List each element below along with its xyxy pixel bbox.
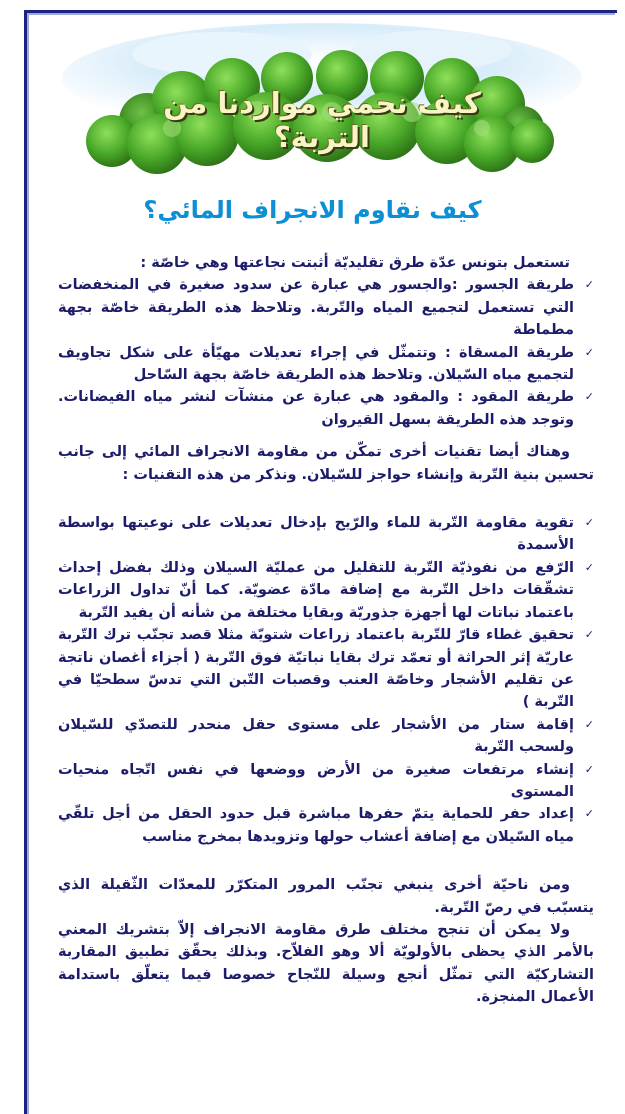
list-item: ✓ طريقة المقود : والمقود هي عبارة عن منشآت لنشر مياه الفيضانات. وتوجد هذه الطريقة بسهل القيروان <box>58 386 594 431</box>
closing-paragraph-1: ومن ناحيّة أخرى ينبغي تجنّب المرور المتكرّر للمعدّات الثّقيلة الذي يتسبّب في رصّ التّربة. <box>58 877 594 916</box>
banner-title <box>32 86 612 154</box>
checkmark-icon: ✓ <box>584 516 594 530</box>
checkmark-icon: ✓ <box>584 762 594 776</box>
list-item: ✓ الرّفع من نفوذيّة التّربة للتقليل من عمليّة السيلان وذلك بفضل إحداث تشقّقات داخل التّربة مع إضافة مادّة عضويّة. كما أنّ تداول الزراعات باعتماد نباتات لها أجهزة جذوريّة وبقايا مختلفة من شأنه أن يفيد التّربة <box>58 557 594 624</box>
banner-title-line1: كيف نحمي مواردنا من <box>163 86 481 120</box>
checkmark-icon: ✓ <box>584 278 594 292</box>
list-item: ✓ إعداد حفر للحماية يتمّ حفرها مباشرة قبل حدود الحقل من أجل تلقّي مياه السّيلان مع إضافة أعشاب حولها وتزويدها بمخرج مناسب <box>58 803 594 848</box>
list-item: ✓ طريقة المسقاة : وتتمثّل في إجراء تعديلات مهيّأة على شكل تجاويف لتجميع مياه السّيلان. وتلاحظ هذه الطريقة خاصّة بجهة السّاحل <box>58 342 594 387</box>
checkmark-icon: ✓ <box>584 717 594 731</box>
list-item: ✓ تحقيق غطاء قارّ للتّربة باعتماد زراعات شتويّة مثلا قصد تجنّب ترك التّربة عاريّة إثر الحراثة أو تعمّد ترك بقايا نباتيّة فوق التّربة ( أجزاء أغصان ناتجة عن تقليم الأشجار وخاصّة العنب وقصبات التّبن التي تدسّ سطحيّا في التّربة ) <box>58 624 594 714</box>
checkmark-icon: ✓ <box>584 807 594 821</box>
intro-paragraph: تستعمل بتونس عدّة طرق تقليديّة أثبتت نجاعتها وهي خاصّة : <box>140 255 570 271</box>
checkmark-icon: ✓ <box>584 628 594 642</box>
banner <box>32 16 612 186</box>
list-item: ✓ تقوية مقاومة التّربة للماء والرّيح بإدخال تعديلات على نوعيتها بواسطة الأسمدة <box>58 512 594 557</box>
checkmark-icon: ✓ <box>584 560 594 574</box>
list-item: ✓ طريقة الجسور :والجسور هي عبارة عن سدود صغيرة في المنخفضات التي تستعمل لتجميع المياه والتّربة. وتلاحظ هذه الطريقة خاصّة بجهة مطماطة <box>58 274 594 341</box>
checkmark-icon: ✓ <box>584 390 594 404</box>
list-item: ✓ إنشاء مرتفعات صغيرة من الأرض ووضعها في نفس اتّجاه منحيات المستوى <box>58 759 594 804</box>
section-heading: كيف نقاوم الانجراف المائي؟ <box>143 196 482 224</box>
list-item: ✓ إقامة ستار من الأشجار على مستوى حقل منحدر للتصدّي للسّيلان ولسحب التّربة <box>58 714 594 759</box>
traditional-methods-list <box>58 274 594 431</box>
article-body <box>58 252 594 1009</box>
other-techniques-intro: وهناك أيضا تقنيات أخرى تمكّن من مقاومة الانجراف المائي إلى جانب تحسين بنية التّربة وإنشاء حواجز للسّيلان. ونذكر من هذه التقنيات : <box>58 444 594 483</box>
closing-paragraph-2: ولا يمكن أن تنجح مختلف طرق مقاومة الانجراف إلاّ بتشريك المعني بالأمر الذي يحظى بالأولويّة ألا وهو الفلاّح. وبذلك يحقّق تطبيق المقاربة التشاركيّة التي تمثّل أنجع وسيلة للنّجاح خصوصا فيما يتعلّق باستدامة الأعمال المنجزة. <box>58 921 594 1006</box>
checkmark-icon: ✓ <box>584 345 594 359</box>
techniques-list <box>58 512 594 848</box>
banner-title-line2: التربة؟ <box>273 120 370 154</box>
